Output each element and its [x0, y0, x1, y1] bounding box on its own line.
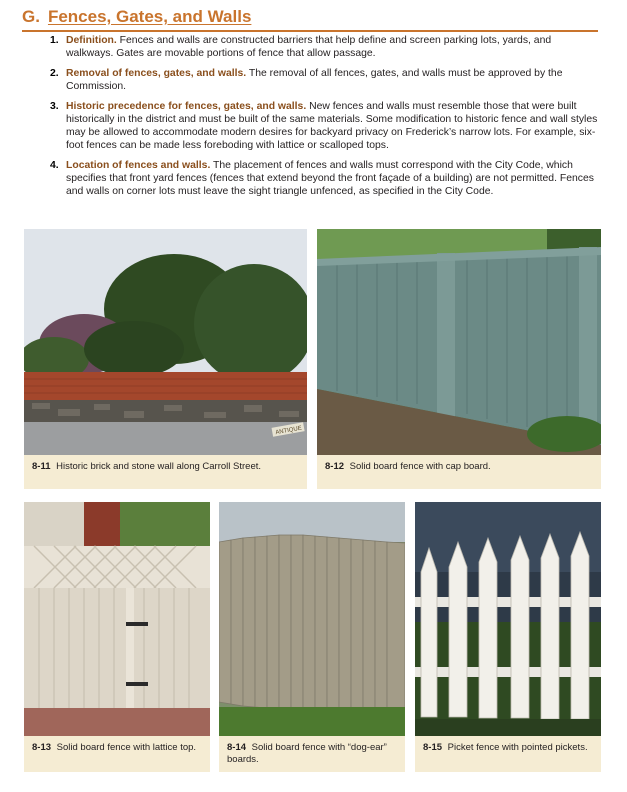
photo-cap-board-fence	[317, 229, 601, 455]
figure-number: 8-13	[32, 742, 52, 753]
item-number: 3.	[50, 101, 59, 112]
section-heading	[22, 6, 598, 32]
list-item	[50, 67, 600, 93]
item-term: Location of fences and walls.	[66, 160, 211, 171]
figure-caption: Solid board fence with “dog-ear” boards.	[227, 742, 387, 765]
list-item	[50, 100, 600, 152]
figure-caption: Solid board fence with lattice top.	[56, 742, 197, 753]
caption-8-12	[317, 455, 601, 489]
photo-picket-fence	[415, 502, 601, 736]
caption-8-15	[415, 736, 601, 772]
list-item	[50, 159, 600, 198]
photo-lattice-top-fence	[24, 502, 210, 736]
caption-8-13	[24, 736, 210, 772]
figure-caption: Solid board fence with cap board.	[349, 461, 491, 472]
guideline-list	[50, 34, 600, 205]
item-term: Removal of fences, gates, and walls.	[66, 68, 247, 79]
item-text: Fences and walls are constructed barriers that help define and screen parking lots, yards, and walkways. Gates are movable portions of fence that allow passage.	[66, 35, 552, 59]
item-text: The removal of all fences, gates, and walls must be approved by the Commission.	[66, 68, 563, 92]
item-term: Definition.	[66, 35, 117, 46]
item-text: New fences and walls must resemble those that were built historically in the district and must be built of the same materials. Some modification to historic fence and wall styles may be allowed to accommodate modern desires for backyard privacy on Frederick’s narrow lots. For example, six-foot fences can be made less foreboding with lattice or scalloped tops.	[66, 101, 598, 151]
item-term: Historic precedence for fences, gates, and walls.	[66, 101, 307, 112]
item-number: 1.	[50, 35, 59, 46]
caption-8-11	[24, 455, 307, 489]
figure-number: 8-14	[227, 742, 247, 753]
figure-number: 8-11	[32, 461, 51, 472]
antique-sign: ANTIQUE	[275, 425, 303, 437]
section-title: Fences, Gates, and Walls	[47, 7, 252, 26]
item-text: The placement of fences and walls must correspond with the City Code, which specifies that front yard fences (fences that extend beyond the front façade of a building) are not permitted. Fences and walls on corner lots must leave the sight triangle unfenced, as specified in the City Code.	[66, 160, 594, 197]
item-number: 2.	[50, 68, 59, 79]
caption-8-14	[219, 736, 405, 772]
photo-brick-stone-wall	[24, 229, 307, 455]
figure-number: 8-12	[325, 461, 345, 472]
list-item	[50, 34, 600, 60]
figure-caption: Picket fence with pointed pickets.	[447, 742, 588, 753]
photo-dog-ear-fence	[219, 502, 405, 736]
figure-number: 8-15	[423, 742, 443, 753]
item-number: 4.	[50, 160, 59, 171]
figure-caption: Historic brick and stone wall along Carroll Street.	[56, 461, 262, 472]
section-letter: G.	[22, 7, 40, 26]
